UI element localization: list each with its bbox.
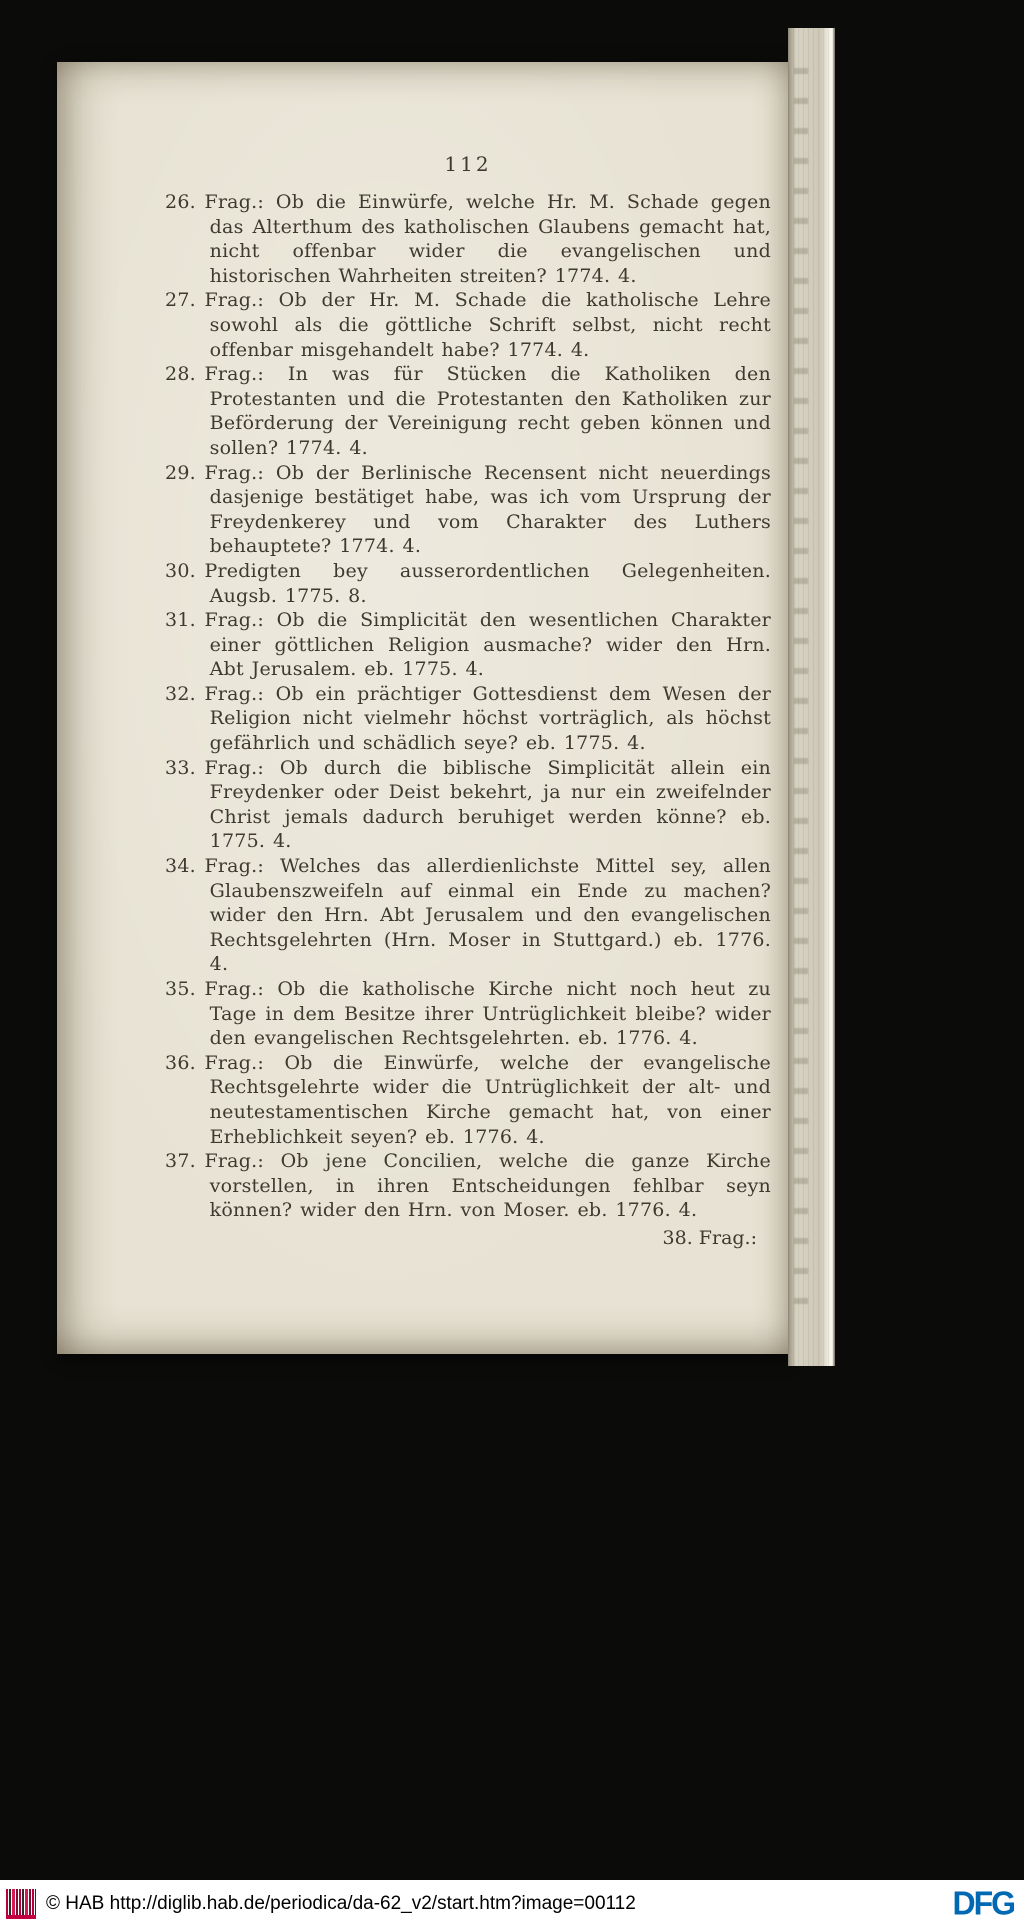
entry-number: 29. xyxy=(165,461,196,484)
entry xyxy=(165,977,771,1051)
entry-number: 30. xyxy=(165,559,196,582)
entry xyxy=(165,362,771,460)
entry-text: Frag.: Welches das allerdienlichste Mittel sey, allen Glaubenszweifeln auf einmal ein Ende zu machen? wider den Hrn. Abt Jerusalem und den evangelischen Rechtsgelehrten (Hrn. Moser in Stuttgard.) eb. 1776. 4. xyxy=(204,855,771,976)
entry xyxy=(165,1051,771,1149)
bleed-through-marks xyxy=(794,68,808,1308)
entry xyxy=(165,854,771,977)
page-number: 112 xyxy=(444,152,492,176)
entry xyxy=(165,190,771,288)
entry-number: 37. xyxy=(165,1150,196,1173)
entry-number: 28. xyxy=(165,363,196,386)
entry-number: 35. xyxy=(165,978,196,1000)
bibliography-entries xyxy=(165,190,771,1223)
entry-text: Frag.: Ob durch die biblische Simplicität allein ein Freydenker oder Deist bekehrt, ja nur ein zweifelnder Christ jemals dadurch beruhiget werden könne? eb. 1775. 4. xyxy=(204,756,771,853)
entry xyxy=(165,682,771,756)
dfg-logo: DFG xyxy=(952,1884,1014,1922)
book-fore-edge xyxy=(788,28,835,1366)
entry xyxy=(165,288,771,362)
entry-text: Frag.: Ob der Berlinische Recensent nicht neuerdings dasjenige bestätiget habe, was ich vom Ursprung der Freydenkerey und vom Charakter des Luthers behauptete? 1774. 4. xyxy=(204,461,771,558)
entry xyxy=(165,756,771,854)
entry-number: 33. xyxy=(165,756,196,779)
entry-number: 26. xyxy=(165,191,196,213)
entry-text: Frag.: Ob ein prächtiger Gottesdienst dem Wesen der Religion nicht vielmehr höchst vorträglich, als höchst gefährlich und schädlich seye? eb. 1775. 4. xyxy=(204,682,771,755)
page-text-block xyxy=(165,152,771,1249)
catchword: 38. Frag.: xyxy=(662,1226,757,1249)
entry-text: Frag.: Ob die Einwürfe, welche der evangelische Rechtsgelehrte wider die Untrüglichkeit der alt- und neutestamentischen Kirche gemacht hat, von einer Erheblichkeit seyen? eb. 1776. 4. xyxy=(204,1051,771,1148)
entry-text: Frag.: Ob jene Concilien, welche die ganze Kirche vorstellen, in ihren Entscheidungen fehlbar seyn können? wider den Hrn. von Moser. eb. 1776. 4. xyxy=(204,1150,771,1222)
entry-text: Frag.: In was für Stücken die Katholiken den Protestanten und die Protestanten den Katholiken zur Beförderung der Vereinigung recht geben können und sollen? 1774. 4. xyxy=(204,363,771,459)
entry xyxy=(165,1149,771,1223)
entry xyxy=(165,559,771,608)
entry-text: Frag.: Ob der Hr. M. Schade die katholische Lehre sowohl als die göttliche Schrift selbst, nicht recht offenbar misgehandelt habe? 1774. 4. xyxy=(204,289,771,361)
copyright-url-text: © HAB http://diglib.hab.de/periodica/da-62_v2/start.htm?image=00112 xyxy=(46,1892,636,1914)
entry-number: 32. xyxy=(165,682,196,705)
footer-bar xyxy=(0,1880,1024,1927)
entry xyxy=(165,461,771,559)
entry-number: 31. xyxy=(165,609,196,632)
entry xyxy=(165,608,771,682)
entry-text: Predigten bey ausserordentlichen Gelegenheiten. Augsb. 1775. 8. xyxy=(204,559,771,607)
entry-text: Frag.: Ob die Einwürfe, welche Hr. M. Schade gegen das Alterthum des katholischen Glaubens gemacht hat, nicht offenbar wider die evangelischen und historischen Wahrheiten streiten? 1774. 4. xyxy=(204,191,771,287)
library-barcode-logo xyxy=(6,1889,36,1919)
entry-number: 27. xyxy=(165,289,196,312)
entry-text: Frag.: Ob die Simplicität den wesentlichen Charakter einer göttlichen Religion ausmache? wider den Hrn. Abt Jerusalem. eb. 1775. 4. xyxy=(204,609,771,681)
scanned-book-page xyxy=(57,62,788,1354)
entry-number: 36. xyxy=(165,1051,196,1074)
entry-number: 34. xyxy=(165,855,196,878)
entry-text: Frag.: Ob die katholische Kirche nicht noch heut zu Tage in dem Besitze ihrer Untrüglichkeit bleibe? wider den evangelischen Rechtsgelehrten. eb. 1776. 4. xyxy=(204,978,771,1050)
